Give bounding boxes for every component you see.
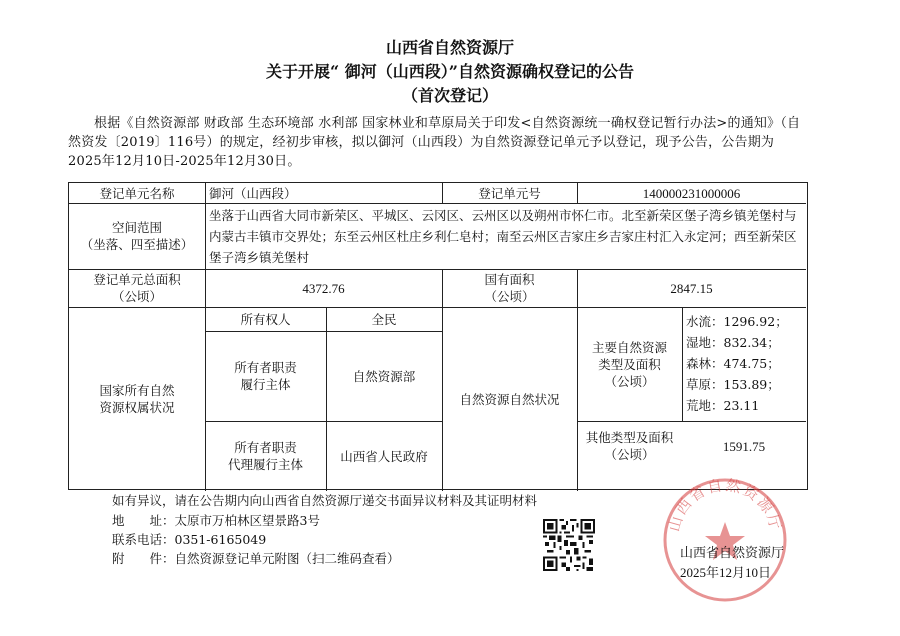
phone-line: 联系电话：0351-6165049 <box>112 532 267 547</box>
duty-subject-label <box>205 331 326 421</box>
state-area-label-line2: （公顷） <box>484 289 535 304</box>
scope-value: 坐落于山西省大同市新荣区、平城区、云冈区、云州区以及朔州市怀仁市。北至新荣区堡子湾乡镇羌堡村与内蒙古丰镇市交界处；东至云州区杜庄乡利仁皂村；南至云州区吉家庄乡吉家庄村汇入永定河；西至新荣区堡子湾乡镇羌堡村 <box>209 208 797 265</box>
main-type-item: 森林：474.75； <box>686 356 780 371</box>
attachment-line: 附 件：自然资源登记单元附图（扫二维码查看） <box>112 551 400 566</box>
seal-text: 山西省自然资源厅 <box>664 476 786 534</box>
official-seal <box>661 476 789 604</box>
natural-status-label: 自然资源自然状况 <box>459 391 560 407</box>
objection-note: 如有异议，请在公告期内向山西省自然资源厅递交书面异议材料及其证明材料 <box>112 493 538 508</box>
main-types-list <box>682 307 806 421</box>
scope-label-line2: （坐落、四至描述） <box>80 237 194 252</box>
main-type-item: 草原：153.89； <box>686 377 780 392</box>
agent-subject-label-line2: 代理履行主体 <box>227 457 303 472</box>
document-title: 山西省自然资源厅 <box>385 38 514 57</box>
main-types-label-line2: 类型及面积 <box>598 356 661 372</box>
duty-subject-value: 自然资源部 <box>352 368 416 384</box>
agent-subject-value: 山西省人民政府 <box>340 448 428 464</box>
other-types-label-line2: （公顷） <box>604 447 655 462</box>
other-types-value: 1591.75 <box>722 438 766 454</box>
registration-table <box>68 182 808 490</box>
rights-status-label <box>69 307 205 491</box>
total-area-label-line2: （公顷） <box>111 289 162 304</box>
main-types-label <box>577 307 682 421</box>
total-area-label <box>69 269 205 307</box>
main-type-item: 荒地：23.11 <box>686 398 760 413</box>
intro-paragraph: 根据《自然资源部 财政部 生态环境部 水利部 国家林业和草原局关于印发<自然资源统一确权登记暂行办法>的通知》（自然资发〔2019〕116号）的规定，经初步审核，拟以御河（山西段）为自然资源登记单元予以登记，现予公告，公告期为2025年12月10日-2025年12月30日。 <box>68 116 801 169</box>
signer-date: 2025年12月10日 <box>680 565 772 580</box>
scope-label-line1: 空间范围 <box>111 220 162 235</box>
rights-status-label-line1: 国家所有自然 <box>99 383 175 398</box>
main-types-label-line1: 主要自然资源 <box>591 339 667 355</box>
scope-label <box>69 203 205 269</box>
qr-code[interactable] <box>543 519 595 571</box>
unit-name-value: 御河（山西段） <box>209 185 297 201</box>
state-area-label-line1: 国有面积 <box>484 272 535 287</box>
unit-name-label: 登记单元名称 <box>99 185 175 201</box>
state-area-value: 2847.15 <box>670 280 713 296</box>
document-subtitle: 关于开展“ 御河（山西段）”自然资源确权登记的公告 <box>266 62 634 81</box>
total-area-label-line1: 登记单元总面积 <box>93 272 181 287</box>
state-area-label <box>442 269 577 307</box>
unit-number-value: 140000231000006 <box>642 185 741 201</box>
unit-number-label: 登记单元号 <box>478 185 541 201</box>
rights-status-label-line2: 资源权属状况 <box>99 400 175 415</box>
signer-org: 山西省自然资源厅 <box>680 545 785 560</box>
agent-subject-label <box>205 421 326 491</box>
total-area-value: 4372.76 <box>302 280 345 296</box>
main-type-item: 湿地：832.34； <box>686 335 780 350</box>
other-types-label <box>577 421 682 471</box>
main-type-item: 水流：1296.92； <box>686 314 788 329</box>
address-line: 地 址：太原市万柏林区望景路3号 <box>112 513 320 528</box>
owner-label: 所有权人 <box>240 311 291 327</box>
owner-value: 全民 <box>371 311 397 327</box>
duty-subject-label-line1: 所有者职责 <box>234 360 297 375</box>
main-types-label-line3: （公顷） <box>604 373 655 389</box>
agent-subject-label-line1: 所有者职责 <box>234 440 297 455</box>
duty-subject-label-line2: 履行主体 <box>240 377 291 392</box>
other-types-label-line1: 其他类型及面积 <box>585 430 674 445</box>
document-registration-type: （首次登记） <box>401 86 498 105</box>
